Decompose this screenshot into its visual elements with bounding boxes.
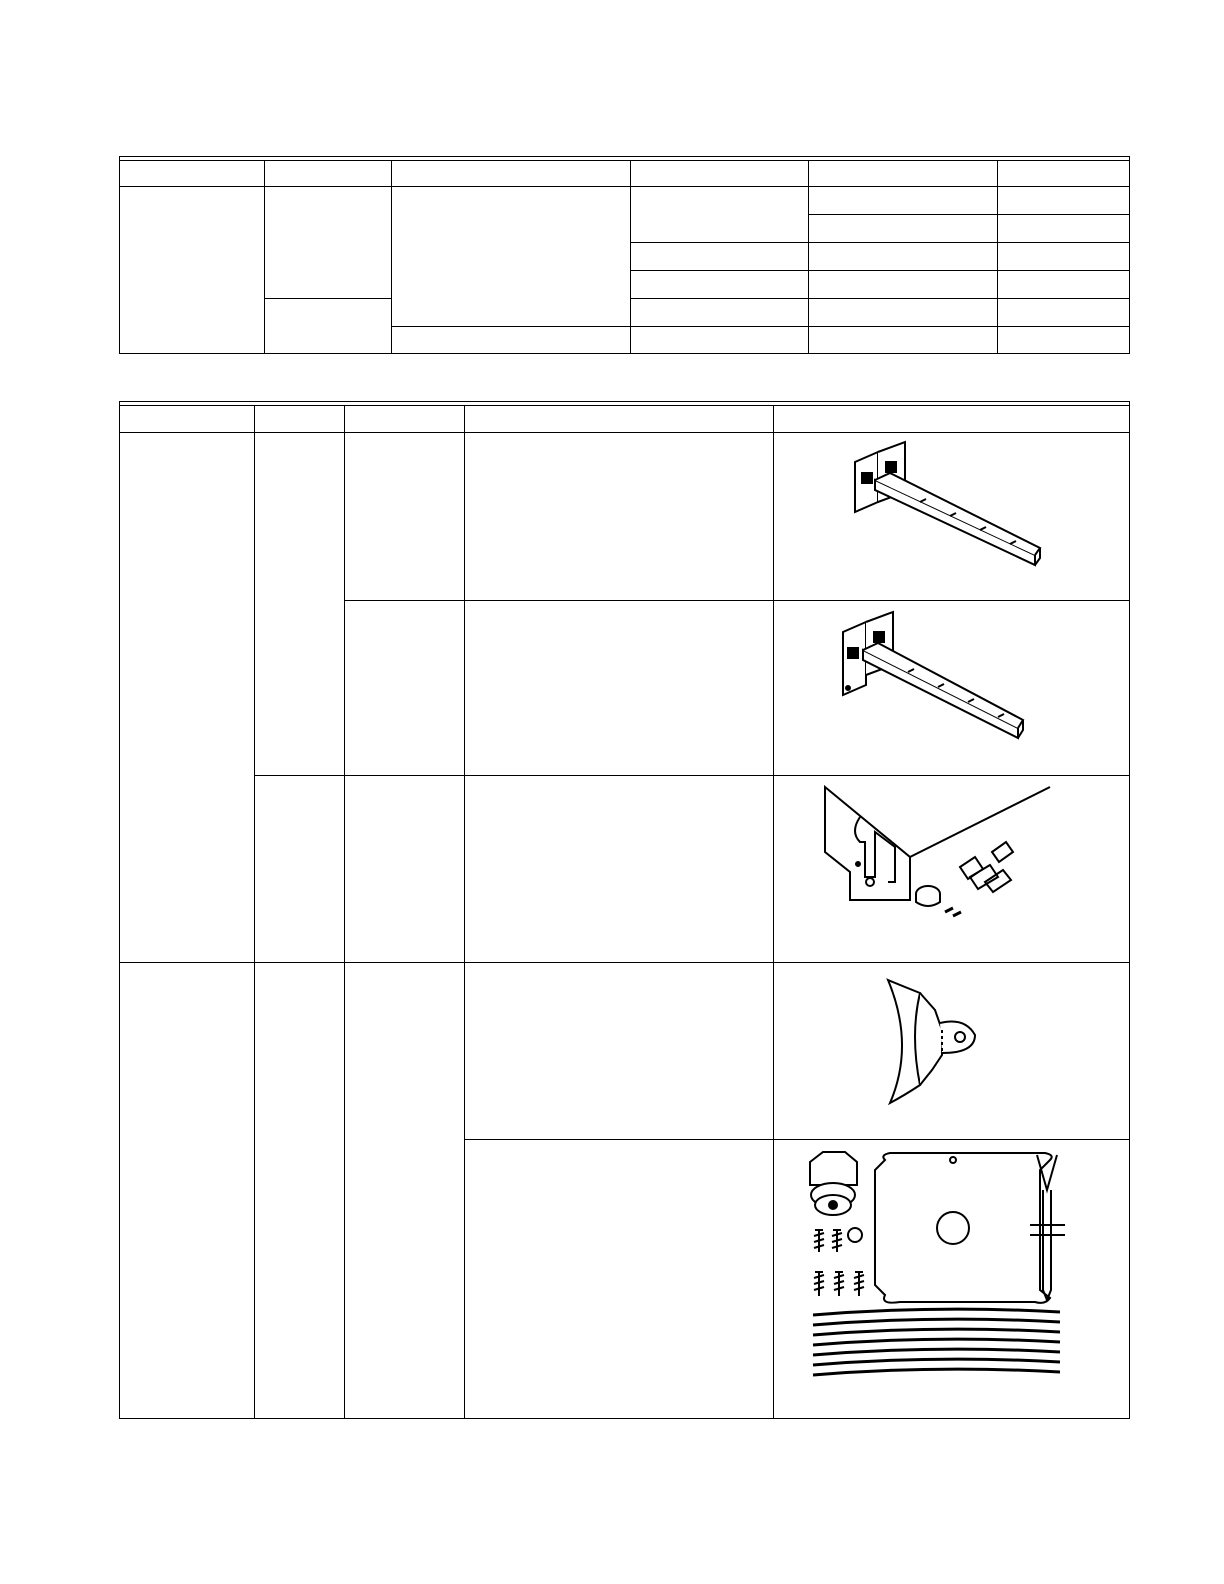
sensor-bracket-flange-icon — [838, 610, 1038, 745]
sensor-bracket-plate-kit-icon — [820, 782, 1060, 932]
row-divider-2 — [630, 242, 1129, 243]
row-divider-3 — [120, 962, 1129, 963]
pipe-clamp-icon — [880, 975, 980, 1105]
header-divider — [120, 432, 1129, 433]
specifications-table — [119, 156, 1130, 354]
col-divider-2 — [391, 160, 392, 354]
row-divider-4 — [464, 1139, 1129, 1140]
junction-box-accessory-kit-icon — [805, 1150, 1070, 1385]
table-top-rule — [120, 160, 1129, 161]
row-divider-1 — [808, 214, 1129, 215]
header-divider — [120, 186, 1129, 187]
col-divider-4 — [808, 160, 809, 354]
row-divider-3 — [630, 270, 1129, 271]
row-divider-1 — [344, 600, 1129, 601]
col-divider-4 — [773, 405, 774, 1418]
col-divider-2 — [344, 405, 345, 1418]
col-divider-3 — [630, 160, 631, 354]
row-divider-2 — [254, 775, 1129, 776]
col-divider-5 — [997, 160, 998, 354]
row-divider-4a — [264, 298, 391, 299]
row-divider-5 — [391, 326, 1129, 327]
col-divider-3 — [464, 405, 465, 1418]
row-divider-4b — [630, 298, 1129, 299]
sensor-bracket-long-icon — [850, 440, 1050, 570]
col-divider-1 — [254, 405, 255, 1418]
table-top-rule — [120, 405, 1129, 406]
col-divider-1 — [264, 160, 265, 354]
